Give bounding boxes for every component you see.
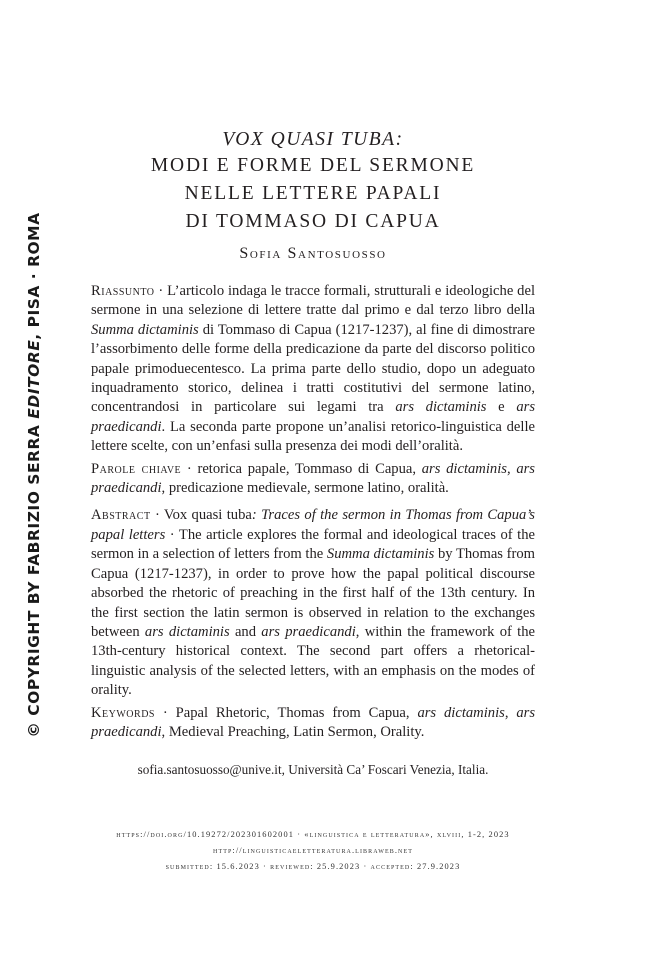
keywords-italic-2: ars praedicandi — [91, 704, 536, 740]
parole-chiave-italic-2: ars praedicandi — [91, 460, 535, 497]
riassunto-text-3: e — [486, 399, 517, 416]
riassunto-sep: · — [154, 283, 168, 299]
parole-chiave-paragraph — [91, 460, 535, 499]
title-line-2: MODI E FORME DEL SERMONE — [150, 155, 476, 176]
abstract-italic-2: Summa dictaminis — [326, 546, 435, 563]
riassunto-text-2: di Tommaso di Capua (1217-1237), al fine di dimostrare l’assorbimento delle forme della predicazione da parte del discorso politico papale primoduecentesco. La prima parte dello studio, dopo un adeguato inquadramento storico, delinea i tratti costitutivi del sermone latino, concentrandosi in particolare sui legami tra — [91, 321, 535, 416]
abstracts-section — [91, 282, 535, 745]
abstract-text-1: Vox quasi tuba — [163, 507, 252, 524]
submission-dates-line: submitted: 15.6.2023 · reviewed: 25.9.2023 · accepted: 27.9.2023 — [165, 862, 461, 871]
abstract-text-2: · The article explores the formal and ideological traces of the sermon in a selection of letters from the — [91, 526, 535, 563]
riassunto-text-4: . La seconda parte propone un’analisi retorico-linguistica delle lettere scelte, con un’enfasi sulla presenza dei modi dell’oralità. — [91, 418, 535, 455]
copyright-prefix: © COPYRIGHT BY FABRIZIO SERRA — [25, 424, 43, 738]
title-line-4: DI TOMMASO DI CAPUA — [185, 211, 441, 232]
abstract-italic-1: : Traces of the sermon in Thomas from Capua’s papal letters — [91, 507, 535, 543]
title-line-3: NELLE LETTERE PAPALI — [184, 183, 442, 204]
copyright-emph: EDITORE — [25, 339, 43, 419]
abstract-text-3: by Thomas from Capua (1217-1237), in order to prove how the papal political discourse absorbed the rhetoric of preaching in the first half of the 13th century. In the first section the latin sermon is observed in relation to the exchanges between — [91, 546, 535, 640]
author-contact: sofia.santosuosso@unive.it, Università Ca’ Foscari Venezia, Italia. — [137, 762, 489, 777]
keywords-paragraph — [91, 704, 535, 743]
abstract-text-5: , within the framework of the 13th-century historical context. The second part offers a rhetorical-linguistic analysis of the selected letters, with an emphasis on the modes of orality. — [91, 623, 535, 699]
publication-footer — [91, 827, 535, 875]
keywords-sep: · — [154, 704, 176, 721]
keywords-text-2: , — [504, 704, 517, 721]
copyright-notice — [25, 212, 43, 737]
title-line-1: VOX QUASI TUBA: — [222, 129, 404, 150]
abstract-paragraph — [91, 506, 535, 700]
parole-chiave-text-2: , — [506, 460, 517, 477]
parole-chiave-text-1: retorica papale, Tommaso di Capua, — [197, 460, 422, 477]
abstract-sep: · — [150, 507, 164, 524]
journal-url-line: http://linguisticaeletteratura.libraweb.net — [213, 846, 413, 855]
riassunto-italic-3: ars praedicandi — [91, 399, 536, 435]
riassunto-label: Riassunto — [91, 283, 155, 299]
abstract-italic-4: ars praedicandi — [261, 623, 356, 640]
riassunto-paragraph — [91, 282, 535, 457]
doi-line: https://doi.org/10.19272/202301602001 · «linguistica e letteratura», xlviii, 1-2, 2023 — [116, 830, 510, 839]
parole-chiave-italic-1: ars dictaminis — [421, 460, 507, 477]
abstract-text-4: and — [229, 623, 262, 640]
riassunto-italic-1: Summa dictaminis — [91, 321, 199, 338]
riassunto-italic-2: ars dictaminis — [395, 399, 487, 416]
parole-chiave-label: Parole chiave — [91, 460, 182, 477]
abstract-italic-3: ars dictaminis — [144, 623, 230, 640]
keywords-italic-1: ars dictaminis — [417, 704, 505, 721]
parole-chiave-sep: · — [181, 460, 198, 477]
parole-chiave-text-3: , predicazione medievale, sermone latino, oralità. — [161, 480, 449, 497]
keywords-text-3: , Medieval Preaching, Latin Sermon, Orality. — [161, 723, 425, 740]
article-title-block — [90, 128, 536, 263]
author-name: Sofia Santosuosso — [239, 245, 387, 262]
copyright-suffix: , PISA · ROMA — [25, 212, 43, 340]
keywords-text-1: Papal Rhetoric, Thomas from Capua, — [175, 704, 418, 721]
keywords-label: Keywords — [91, 704, 155, 721]
abstract-label: Abstract — [91, 507, 151, 524]
riassunto-text-1: L’articolo indaga le tracce formali, strutturali e ideologiche del sermone in una selezione di lettere tratte dal primo e dal terzo libro della — [91, 283, 535, 319]
